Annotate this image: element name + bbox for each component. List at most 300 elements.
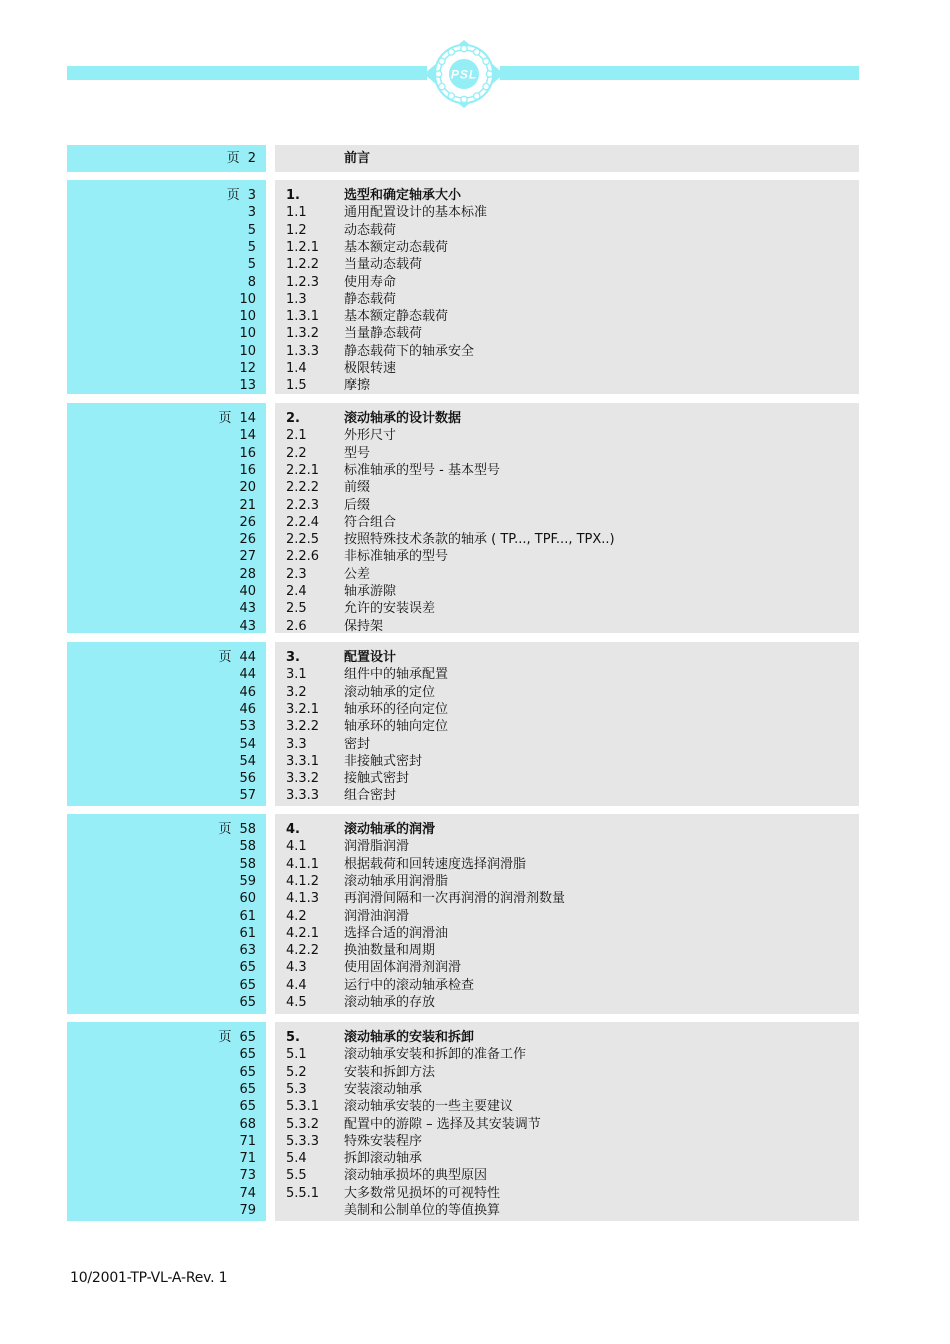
- section-number: 1.2: [286, 222, 307, 238]
- page-number: [239, 308, 256, 325]
- section-title: 美制和公制单位的等值换算: [344, 1203, 501, 1218]
- section-number: 4.1.3: [286, 891, 320, 907]
- page-value: 58: [239, 822, 256, 837]
- section-number: 2.2.6: [286, 549, 320, 565]
- page-number: [239, 856, 256, 873]
- psl-logo-icon: [424, 40, 504, 108]
- page-label: 页: [218, 1030, 232, 1045]
- toc-row: [67, 1081, 859, 1098]
- page-number: [239, 1185, 256, 1202]
- page-number: [239, 377, 256, 394]
- page-number: [239, 890, 256, 907]
- page-number: [239, 925, 256, 942]
- section-number: 2.1: [286, 428, 307, 444]
- page-value: 14: [239, 411, 256, 426]
- section-number: 3.2.2: [286, 719, 320, 735]
- page-number: [239, 1133, 256, 1150]
- toc-row: [67, 410, 859, 427]
- page-label: 页: [226, 188, 240, 203]
- page-number: [239, 360, 256, 377]
- section-title: 当量动态载荷: [344, 257, 423, 273]
- toc-row: [67, 821, 859, 838]
- page-value: 61: [239, 925, 256, 941]
- page-number: [239, 462, 256, 479]
- toc-row: [67, 649, 859, 666]
- page-value: 65: [239, 995, 256, 1010]
- page-number: [218, 821, 256, 838]
- page-value: 26: [239, 514, 256, 530]
- toc-row: [67, 1064, 859, 1081]
- toc-row: [67, 1202, 859, 1219]
- toc-row: [67, 1029, 859, 1046]
- section-title: 型号: [344, 445, 371, 461]
- section-title: 运行中的滚动轴承检查: [344, 977, 475, 993]
- section-number: 5.3.1: [286, 1099, 320, 1115]
- section-title: 非接触式密封: [344, 753, 423, 769]
- section-title: 基本额定动态载荷: [344, 239, 449, 255]
- section-number: 5.: [286, 1030, 300, 1045]
- section-number: 3.: [286, 650, 300, 665]
- page-value: 40: [239, 584, 256, 599]
- section-title: 轴承游隙: [344, 584, 397, 599]
- toc-row: [67, 736, 859, 753]
- toc-row: [67, 1185, 859, 1202]
- page-label: 页: [218, 822, 232, 837]
- toc-row: [67, 753, 859, 770]
- section-title: 按照特殊技术条款的轴承 ( TP..., TPF..., TPX..): [344, 532, 615, 548]
- page-number: [239, 445, 256, 462]
- section-title: 安装和拆卸方法: [344, 1064, 436, 1080]
- toc-row: [67, 325, 859, 342]
- logo-text: PSL: [450, 67, 478, 82]
- section-number: 5.4: [286, 1151, 307, 1167]
- page-value: 3: [247, 205, 256, 221]
- page-number: [239, 666, 256, 683]
- page-value: 56: [239, 771, 256, 787]
- page-number: [239, 583, 256, 600]
- page-value: 54: [239, 753, 256, 769]
- page-value: 65: [239, 1064, 256, 1080]
- section-number: 4.1.1: [286, 856, 320, 872]
- page-number: [227, 150, 256, 167]
- toc-section: [67, 180, 859, 394]
- section-title: 接触式密封: [344, 771, 410, 787]
- toc-row: [67, 618, 859, 635]
- page-value: 65: [239, 1030, 256, 1045]
- toc-row: [67, 977, 859, 994]
- toc-row: [67, 942, 859, 959]
- section-title: 根据载荷和回转速度选择润滑脂: [344, 856, 527, 872]
- toc-row: [67, 360, 859, 377]
- page-value: 57: [239, 788, 256, 804]
- section-number: 2.3: [286, 566, 307, 582]
- section-number: 1.: [286, 188, 300, 203]
- section-number: 3.3.3: [286, 788, 320, 804]
- page-value: 5: [247, 222, 256, 238]
- page-number: [239, 343, 256, 360]
- toc-row: [67, 274, 859, 291]
- section-title: 静态载荷: [344, 291, 397, 307]
- section-title: 轴承环的径向定位: [344, 701, 449, 717]
- section-title: 滚动轴承的润滑: [344, 822, 436, 837]
- section-number: 4.1.2: [286, 873, 320, 889]
- toc-row: [67, 600, 859, 617]
- page-value: 46: [239, 684, 256, 700]
- page-number: [239, 770, 256, 787]
- page-number: [239, 977, 256, 994]
- section-title: 选型和确定轴承大小: [344, 188, 462, 203]
- page-value: 65: [239, 960, 256, 976]
- section-title: 润滑油润滑: [344, 908, 410, 924]
- toc-row: [67, 873, 859, 890]
- section-number: 4.3: [286, 960, 307, 976]
- toc-row: [67, 959, 859, 976]
- section-number: 1.3.2: [286, 326, 320, 342]
- section-title: 再润滑间隔和一次再润滑的润滑剂数量: [344, 891, 566, 907]
- section-title: 配置中的游隙 – 选择及其安装调节: [344, 1116, 541, 1132]
- page-value: 5: [247, 239, 256, 255]
- page-number: [239, 908, 256, 925]
- section-number: 1.2.3: [286, 274, 320, 290]
- section-number: 2.2: [286, 445, 307, 461]
- page-value: 73: [239, 1168, 256, 1184]
- toc-row: [67, 239, 859, 256]
- section-number: 1.5: [286, 378, 307, 394]
- page-number: [248, 274, 256, 291]
- section-title: 配置设计: [344, 650, 397, 665]
- page-number: [218, 649, 256, 666]
- toc-row: [67, 1150, 859, 1167]
- page-value: 5: [247, 257, 256, 273]
- page-label: 页: [226, 151, 240, 166]
- section-number: 2.2.2: [286, 480, 320, 496]
- section-title: 滚动轴承的设计数据: [344, 411, 462, 426]
- toc-row: [67, 684, 859, 701]
- section-number: 4.2: [286, 908, 307, 924]
- section-title: 允许的安装误差: [344, 601, 436, 617]
- toc-section: [67, 403, 859, 633]
- page-value: 8: [247, 274, 256, 290]
- section-title: 外形尺寸: [344, 428, 397, 444]
- section-number: 2.2.1: [286, 462, 320, 478]
- toc-row: [67, 479, 859, 496]
- toc-row: [67, 701, 859, 718]
- page-value: 27: [239, 549, 256, 565]
- page-value: 58: [239, 856, 256, 872]
- page-value: 65: [239, 1047, 256, 1063]
- section-title: 安装滚动轴承: [344, 1081, 423, 1097]
- toc-row: [67, 343, 859, 360]
- section-number: 5.5.1: [286, 1185, 320, 1201]
- page-value: 43: [239, 601, 256, 617]
- page-number: [239, 1202, 256, 1219]
- page-value: 16: [239, 462, 256, 478]
- section-title: 前缀: [344, 480, 371, 496]
- document-code: 10/2001-TP-VL-A-Rev. 1: [70, 1270, 228, 1286]
- page-value: 10: [239, 343, 256, 359]
- toc-row: [67, 1167, 859, 1184]
- section-title: 滚动轴承损坏的典型原因: [344, 1168, 488, 1184]
- section-title: 符合组合: [344, 514, 397, 530]
- page-number: [239, 531, 256, 548]
- page-value: 59: [239, 873, 256, 889]
- page-value: 63: [239, 943, 256, 959]
- section-title: 使用寿命: [344, 274, 397, 290]
- section-number: 2.5: [286, 601, 307, 617]
- page-value: 65: [239, 1099, 256, 1115]
- section-title: 通用配置设计的基本标准: [344, 205, 488, 221]
- page-value: 20: [239, 480, 256, 496]
- section-title: 润滑脂润滑: [344, 839, 410, 855]
- section-number: 2.2.4: [286, 514, 320, 530]
- section-title: 滚动轴承的安装和拆卸: [344, 1030, 475, 1045]
- toc-row: [67, 514, 859, 531]
- section-title: 基本额定静态载荷: [344, 309, 449, 325]
- page-number: [227, 187, 256, 204]
- toc-row: [67, 908, 859, 925]
- page-number: [248, 204, 256, 221]
- toc-row: [67, 583, 859, 600]
- page-value: 12: [239, 361, 256, 376]
- page-value: 71: [239, 1133, 256, 1149]
- section-number: 5.3.3: [286, 1133, 320, 1149]
- section-number: 4.: [286, 822, 300, 837]
- toc-row: [67, 1133, 859, 1150]
- toc-row: [67, 1116, 859, 1133]
- page-value: 58: [239, 839, 256, 855]
- page-value: 60: [239, 891, 256, 907]
- page-value: 65: [239, 977, 256, 993]
- toc-row: [67, 427, 859, 444]
- section-title: 滚动轴承的存放: [344, 995, 436, 1010]
- section-title: 极限转速: [344, 361, 397, 376]
- section-number: 3.3.2: [286, 771, 320, 787]
- page-number: [239, 701, 256, 718]
- page-number: [239, 566, 256, 583]
- page-number: [239, 497, 256, 514]
- section-title: 非标准轴承的型号: [344, 549, 449, 565]
- page-number: [239, 718, 256, 735]
- toc-row: [67, 1098, 859, 1115]
- toc-row: [67, 770, 859, 787]
- section-title: 滚动轴承安装的一些主要建议: [344, 1099, 514, 1115]
- page-number: [239, 994, 256, 1011]
- section-title: 后缀: [344, 497, 371, 513]
- section-title: 选择合适的润滑油: [344, 925, 449, 941]
- toc-row: [67, 291, 859, 308]
- toc-row: [67, 531, 859, 548]
- section-number: 2.2.3: [286, 497, 320, 513]
- page-value: 74: [239, 1185, 256, 1201]
- page-number: [248, 256, 256, 273]
- toc-section: [67, 145, 859, 172]
- section-number: 2.4: [286, 584, 307, 599]
- toc-row: [67, 718, 859, 735]
- section-number: 1.3.3: [286, 343, 320, 359]
- toc-row: [67, 497, 859, 514]
- section-number: 5.3: [286, 1081, 307, 1097]
- section-number: 1.3: [286, 291, 307, 307]
- page-number: [239, 479, 256, 496]
- toc-row: [67, 925, 859, 942]
- toc-row: [67, 204, 859, 221]
- page-value: 13: [239, 378, 256, 394]
- page-value: 53: [239, 719, 256, 735]
- page-number: [248, 222, 256, 239]
- page-number: [239, 942, 256, 959]
- page-number: [239, 873, 256, 890]
- toc-row: [67, 1046, 859, 1063]
- page-number: [239, 325, 256, 342]
- toc-row: [67, 548, 859, 565]
- page-number: [239, 838, 256, 855]
- section-title: 滚动轴承的定位: [344, 684, 436, 700]
- page-number: [239, 548, 256, 565]
- section-title: 轴承环的轴向定位: [344, 719, 449, 735]
- page-value: 16: [239, 445, 256, 461]
- section-title: 静态载荷下的轴承安全: [344, 343, 475, 359]
- page-value: 43: [239, 618, 256, 634]
- page-number: [239, 753, 256, 770]
- section-number: 5.1: [286, 1047, 307, 1063]
- toc-section: [67, 1022, 859, 1221]
- page-number: [239, 1116, 256, 1133]
- page-number: [239, 1064, 256, 1081]
- page-number: [239, 684, 256, 701]
- page-value: 44: [239, 667, 256, 683]
- page-value: 65: [239, 1081, 256, 1097]
- page-value: 54: [239, 736, 256, 752]
- section-number: 1.2.2: [286, 257, 320, 273]
- toc-row: [67, 256, 859, 273]
- section-title: 使用固体润滑剂润滑: [344, 960, 462, 976]
- page-value: 71: [239, 1151, 256, 1167]
- section-title: 组件中的轴承配置: [344, 667, 449, 683]
- section-number: 2.: [286, 411, 300, 426]
- section-number: 5.3.2: [286, 1116, 320, 1132]
- toc-row: [67, 222, 859, 239]
- toc-row: [67, 856, 859, 873]
- toc-row: [67, 787, 859, 804]
- section-title: 摩擦: [344, 378, 371, 394]
- page-number: [239, 1098, 256, 1115]
- section-title: 保持架: [344, 618, 384, 634]
- page-value: 10: [239, 309, 256, 325]
- page-number: [239, 787, 256, 804]
- page-value: 68: [239, 1116, 256, 1132]
- page-value: 21: [239, 497, 256, 513]
- page-number: [239, 427, 256, 444]
- section-title: 标准轴承的型号 - 基本型号: [344, 462, 500, 478]
- section-title: 公差: [344, 566, 371, 582]
- page-value: 2: [247, 151, 256, 166]
- toc-row: [67, 377, 859, 394]
- page-number: [218, 410, 256, 427]
- page-number: [248, 239, 256, 256]
- page-number: [239, 959, 256, 976]
- page-label: 页: [218, 650, 232, 665]
- section-number: 4.2.2: [286, 943, 320, 959]
- page-value: 46: [239, 701, 256, 717]
- page-value: 10: [239, 326, 256, 342]
- toc-row: [67, 566, 859, 583]
- section-number: 4.4: [286, 977, 307, 993]
- section-number: 3.2.1: [286, 701, 320, 717]
- toc-row: [67, 994, 859, 1011]
- section-number: 5.5: [286, 1168, 307, 1184]
- section-title: 滚动轴承安装和拆卸的准备工作: [344, 1047, 527, 1063]
- section-title: 当量静态载荷: [344, 326, 423, 342]
- page-value: 28: [239, 566, 256, 582]
- section-number: 1.1: [286, 205, 307, 221]
- section-title: 换油数量和周期: [344, 943, 436, 959]
- section-title: 大多数常见损坏的可视特性: [344, 1185, 501, 1201]
- page-number: [239, 291, 256, 308]
- section-number: 1.4: [286, 361, 307, 376]
- section-title: 滚动轴承用润滑脂: [344, 873, 449, 889]
- section-title: 密封: [344, 736, 371, 752]
- page-number: [239, 1081, 256, 1098]
- toc-row: [67, 462, 859, 479]
- section-title: 特殊安装程序: [344, 1133, 423, 1149]
- page-value: 3: [247, 188, 256, 203]
- header-bar-right: [500, 66, 859, 80]
- page-number: [239, 514, 256, 531]
- section-number: 1.2.1: [286, 239, 320, 255]
- toc-row: [67, 445, 859, 462]
- toc-row: [67, 890, 859, 907]
- section-number: 4.2.1: [286, 925, 320, 941]
- page-label: 页: [218, 411, 232, 426]
- section-title: 动态载荷: [344, 222, 397, 238]
- toc-row: [67, 150, 859, 167]
- page-number: [239, 600, 256, 617]
- header-bar-left: [67, 66, 427, 80]
- section-number: 2.6: [286, 618, 307, 634]
- section-number: 3.3.1: [286, 753, 320, 769]
- page-number: [239, 1167, 256, 1184]
- page-value: 14: [239, 428, 256, 444]
- page-value: 61: [239, 908, 256, 924]
- section-number: 4.5: [286, 995, 307, 1010]
- page-value: 26: [239, 532, 256, 548]
- toc-section: [67, 814, 859, 1014]
- section-number: 4.1: [286, 839, 307, 855]
- page-number: [239, 736, 256, 753]
- page-number: [239, 618, 256, 635]
- section-title: 组合密封: [344, 788, 397, 804]
- section-number: 2.2.5: [286, 532, 320, 548]
- page-number: [239, 1150, 256, 1167]
- section-number: 5.2: [286, 1064, 307, 1080]
- section-number: 1.3.1: [286, 309, 320, 325]
- toc-section: [67, 642, 859, 806]
- section-number: 3.3: [286, 736, 307, 752]
- section-number: 3.2: [286, 684, 307, 700]
- section-title: 拆卸滚动轴承: [344, 1151, 423, 1167]
- section-title: 前言: [344, 151, 371, 166]
- toc-row: [67, 838, 859, 855]
- page-value: 79: [239, 1203, 256, 1218]
- toc-row: [67, 187, 859, 204]
- toc-row: [67, 308, 859, 325]
- page-number: [239, 1046, 256, 1063]
- page-value: 10: [239, 291, 256, 307]
- toc-row: [67, 666, 859, 683]
- page-value: 44: [239, 650, 256, 665]
- page-number: [218, 1029, 256, 1046]
- section-number: 3.1: [286, 667, 307, 683]
